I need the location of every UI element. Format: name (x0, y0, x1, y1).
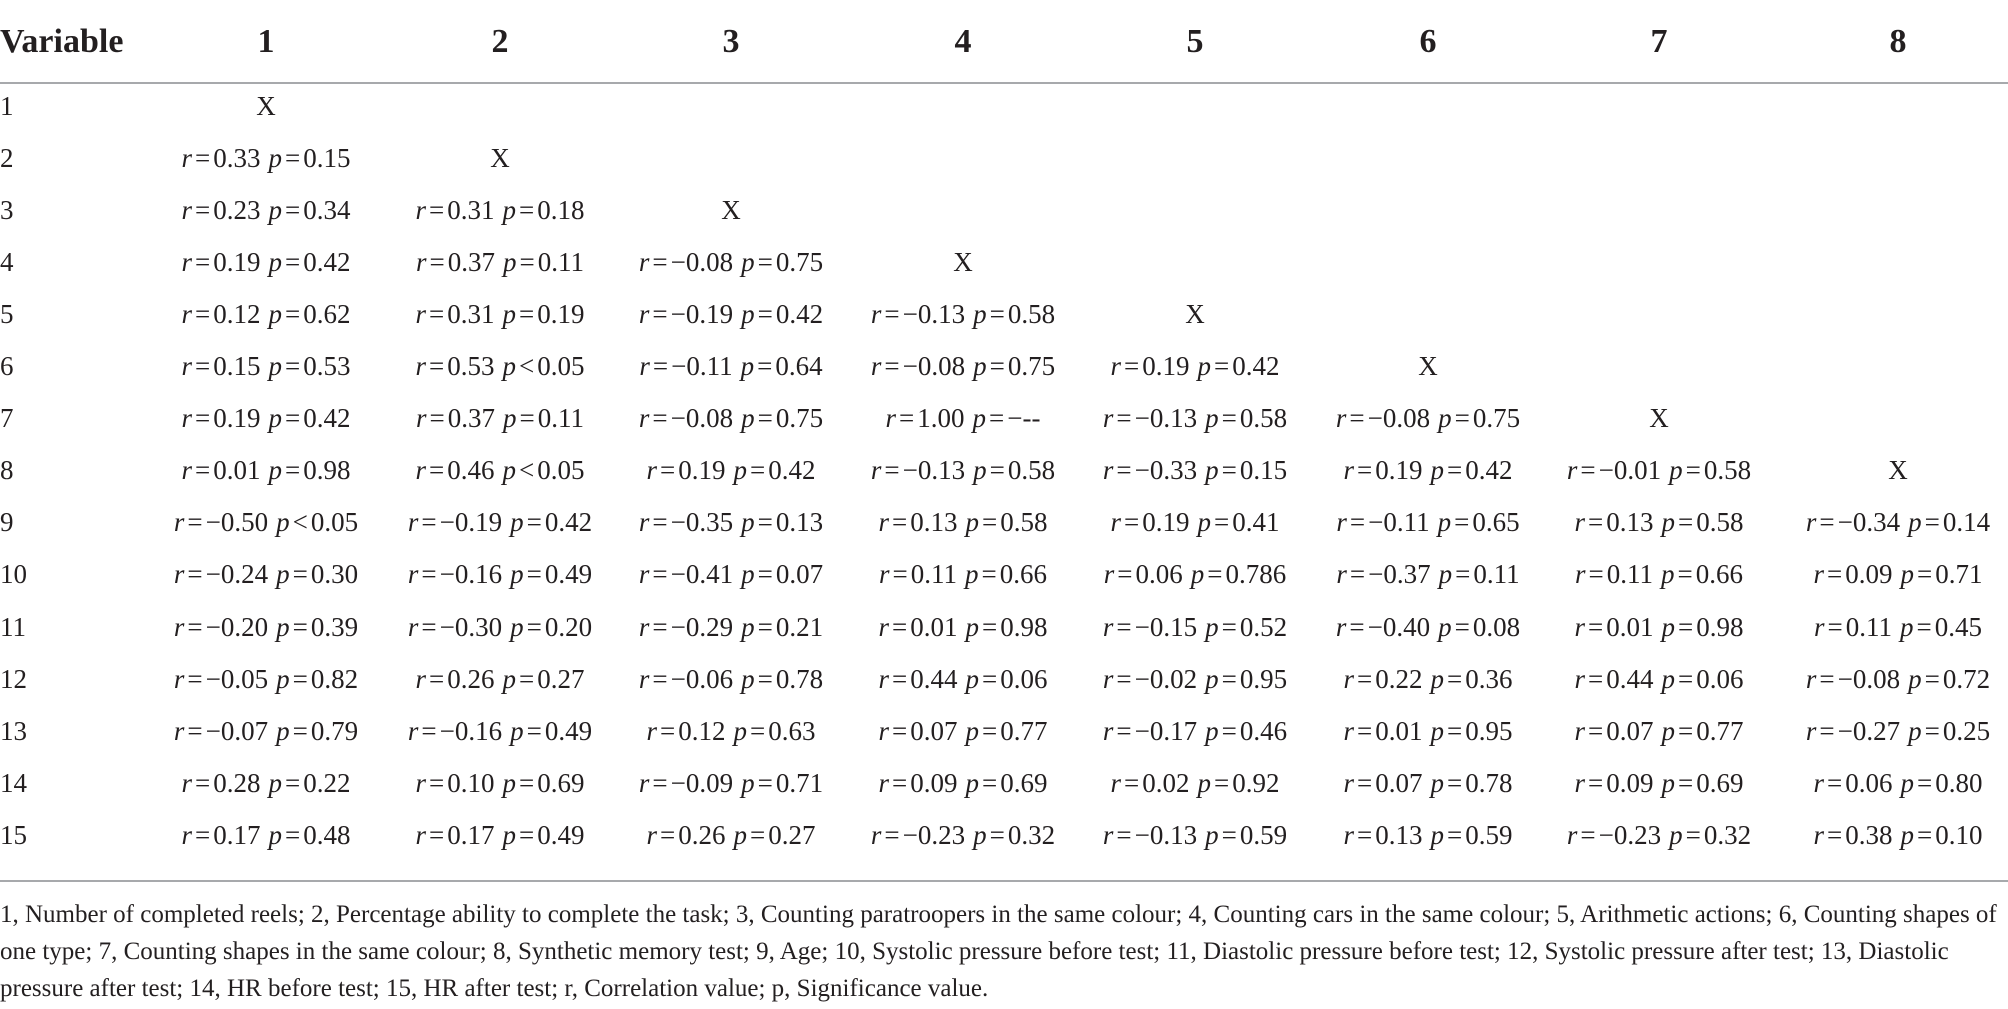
table-cell: r = −0.23 p = 0.32 (1566, 819, 1752, 850)
row-label: 12 (0, 663, 27, 694)
table-cell: r = −0.05 p = 0.82 (173, 663, 359, 694)
table-cell: r = −0.20 p = 0.39 (173, 611, 359, 642)
table-cell: r = 0.22 p = 0.36 (1343, 663, 1513, 694)
table-cell: r = 0.12 p = 0.62 (181, 298, 351, 329)
table-cell: r = 0.19 p = 0.42 (1110, 351, 1280, 381)
table-cell: r = 0.11 p = 0.66 (1575, 559, 1743, 590)
table-cell: r = 0.01 p = 0.95 (1343, 715, 1513, 746)
table-cell: r = 0.17 p = 0.49 (415, 819, 585, 850)
table-cell: r = 0.06 p = 0.80 (1813, 767, 1983, 798)
table-cell: r = 0.13 p = 0.58 (878, 507, 1048, 538)
table-cell: r = 0.53 p < 0.05 (415, 351, 585, 381)
table-cell: r = −0.23 p = 0.32 (870, 819, 1056, 850)
table-cell: r = −0.16 p = 0.49 (407, 715, 593, 746)
table-cell: r = 0.44 p = 0.06 (1574, 663, 1744, 694)
table-cell: r = −0.02 p = 0.95 (1102, 663, 1288, 694)
table-cell: r = 0.13 p = 0.58 (1574, 507, 1744, 538)
table-cell: X (1185, 298, 1205, 329)
row-label: 11 (0, 611, 26, 642)
table-cell: r = −0.15 p = 0.52 (1102, 611, 1288, 642)
table-cell: r = −0.11 p = 0.64 (639, 351, 823, 381)
table-cell: r = −0.27 p = 0.25 (1805, 715, 1991, 746)
table-cell: r = −0.08 p = 0.75 (638, 246, 824, 277)
table-cell: r = −0.37 p = 0.11 (1336, 559, 1520, 590)
table-cell: r = −0.19 p = 0.42 (407, 507, 593, 538)
table-cell: r = −0.08 p = 0.75 (870, 351, 1056, 381)
row-label: 7 (0, 403, 14, 434)
table-cell: X (256, 90, 276, 121)
table-cell: r = 0.37 p = 0.11 (416, 246, 584, 277)
table-cell: r = −0.19 p = 0.42 (638, 298, 824, 329)
table-cell: r = 0.31 p = 0.19 (415, 298, 585, 329)
table-cell: r = −0.29 p = 0.21 (638, 611, 824, 642)
table-cell: r = −0.33 p = 0.15 (1102, 455, 1288, 486)
row-label: 14 (0, 767, 27, 798)
row-label: 6 (0, 351, 14, 381)
table-cell: X (490, 142, 510, 173)
table-cell: r = −0.13 p = 0.58 (870, 455, 1056, 486)
table-cell: X (1418, 351, 1438, 381)
table-cell: r = −0.41 p = 0.07 (638, 559, 824, 590)
table-cell: r = −0.06 p = 0.78 (638, 663, 824, 694)
row-label: 2 (0, 142, 14, 173)
table-cell: r = −0.09 p = 0.71 (638, 767, 824, 798)
row-label: 13 (0, 715, 27, 746)
table-cell: r = −0.13 p = 0.59 (1102, 819, 1288, 850)
table-cell: r = −0.34 p = 0.14 (1805, 507, 1991, 538)
header-variable: Variable (0, 23, 124, 60)
table-cell: r = 0.19 p = 0.42 (1343, 455, 1513, 486)
table-cell: r = 0.26 p = 0.27 (415, 663, 585, 694)
table-cell: r = 0.06 p = 0.786 (1103, 559, 1287, 590)
table-cell: r = 0.19 p = 0.42 (181, 403, 351, 434)
table-cell: r = 0.09 p = 0.71 (1813, 559, 1983, 590)
row-label: 1 (0, 90, 14, 121)
table-cell: r = 0.31 p = 0.18 (415, 194, 585, 225)
table-cell: r = 0.37 p = 0.11 (416, 403, 584, 434)
table-cell: r = 0.09 p = 0.69 (878, 767, 1048, 798)
header-col-6: 6 (1419, 23, 1437, 60)
table-cell: r = −0.08 p = 0.75 (638, 403, 824, 434)
table-cell: r = 0.10 p = 0.69 (415, 767, 585, 798)
table-cell: X (1649, 403, 1669, 434)
header-col-7: 7 (1650, 23, 1668, 60)
table-cell: r = −0.08 p = 0.72 (1805, 663, 1991, 694)
table-cell: r = 0.38 p = 0.10 (1813, 819, 1983, 850)
table-cell: r = 1.00 p = −-- (885, 403, 1041, 434)
table-cell: r = −0.01 p = 0.58 (1566, 455, 1752, 486)
row-label: 3 (0, 194, 14, 225)
header-col-1: 1 (257, 23, 275, 60)
table-cell: r = 0.15 p = 0.53 (181, 351, 351, 381)
table-cell: X (953, 246, 973, 277)
row-label: 5 (0, 298, 14, 329)
table-cell: r = −0.13 p = 0.58 (1102, 403, 1288, 434)
row-label: 9 (0, 507, 14, 538)
row-label: 10 (0, 559, 27, 590)
table-cell: r = −0.24 p = 0.30 (173, 559, 359, 590)
table-cell: r = 0.19 p = 0.42 (646, 455, 816, 486)
header-col-3: 3 (722, 23, 740, 60)
table-cell: r = 0.46 p < 0.05 (415, 455, 585, 486)
table-footnote: 1, Number of completed reels; 2, Percentage ability to complete the task; 3, Counting paratroopers in the same colour; 4, Counting cars in the same colour; 5, Arithmetic actions; 6, Counting shapes of one type; 7, Counting shapes in the same colour; 8, Synthetic memory test; 9, Age; 10, Systolic pressure before test; 11, Diastolic pressure before test; 12, Systolic pressure after test; 13, Diastolic pressure after test; 14, HR before test; 15, HR after test; r, Correlation value; p, Significance value. (0, 901, 1997, 1002)
table-cell: r = 0.11 p = 0.45 (1814, 611, 1982, 642)
table-cell: r = 0.23 p = 0.34 (181, 194, 351, 225)
header-col-2: 2 (491, 23, 509, 60)
row-label: 4 (0, 246, 14, 277)
table-cell: X (1888, 455, 1908, 486)
table-cell: r = −0.13 p = 0.58 (870, 298, 1056, 329)
table-cell: r = 0.09 p = 0.69 (1574, 767, 1744, 798)
table-cell: r = −0.11 p = 0.65 (1336, 507, 1520, 538)
table-cell: r = 0.07 p = 0.77 (1574, 715, 1744, 746)
table-cell: r = −0.40 p = 0.08 (1335, 611, 1521, 642)
table-cell: r = −0.16 p = 0.49 (407, 559, 593, 590)
header-col-5: 5 (1186, 23, 1204, 60)
footer-rule (0, 880, 2008, 882)
table-cell: r = 0.12 p = 0.63 (646, 715, 816, 746)
table-cell: r = 0.33 p = 0.15 (181, 142, 351, 173)
header-col-4: 4 (954, 23, 972, 60)
header-col-8: 8 (1889, 23, 1907, 60)
table-cell: r = 0.11 p = 0.66 (879, 559, 1047, 590)
row-label: 15 (0, 819, 27, 850)
table-cell: r = −0.35 p = 0.13 (638, 507, 824, 538)
table-cell: r = −0.07 p = 0.79 (173, 715, 359, 746)
table-cell: r = −0.50 p < 0.05 (173, 507, 359, 538)
table-cell: r = 0.17 p = 0.48 (181, 819, 351, 850)
table-cell: r = 0.01 p = 0.98 (878, 611, 1048, 642)
table-cell: r = 0.13 p = 0.59 (1343, 819, 1513, 850)
table-cell: X (721, 194, 741, 225)
table-cell: r = 0.01 p = 0.98 (181, 455, 351, 486)
table-cell: r = 0.02 p = 0.92 (1110, 767, 1280, 798)
table-cell: r = −0.30 p = 0.20 (407, 611, 593, 642)
row-label: 8 (0, 455, 14, 486)
table-cell: r = −0.08 p = 0.75 (1335, 403, 1521, 434)
table-cell: r = −0.17 p = 0.46 (1102, 715, 1288, 746)
table-cell: r = 0.26 p = 0.27 (646, 819, 816, 850)
table-cell: r = 0.19 p = 0.41 (1110, 507, 1280, 538)
table-cell: r = 0.07 p = 0.78 (1343, 767, 1513, 798)
table-cell: r = 0.07 p = 0.77 (878, 715, 1048, 746)
table-cell: r = 0.28 p = 0.22 (181, 767, 351, 798)
table-cell: r = 0.01 p = 0.98 (1574, 611, 1744, 642)
table-cell: r = 0.19 p = 0.42 (181, 246, 351, 277)
table-cell: r = 0.44 p = 0.06 (878, 663, 1048, 694)
